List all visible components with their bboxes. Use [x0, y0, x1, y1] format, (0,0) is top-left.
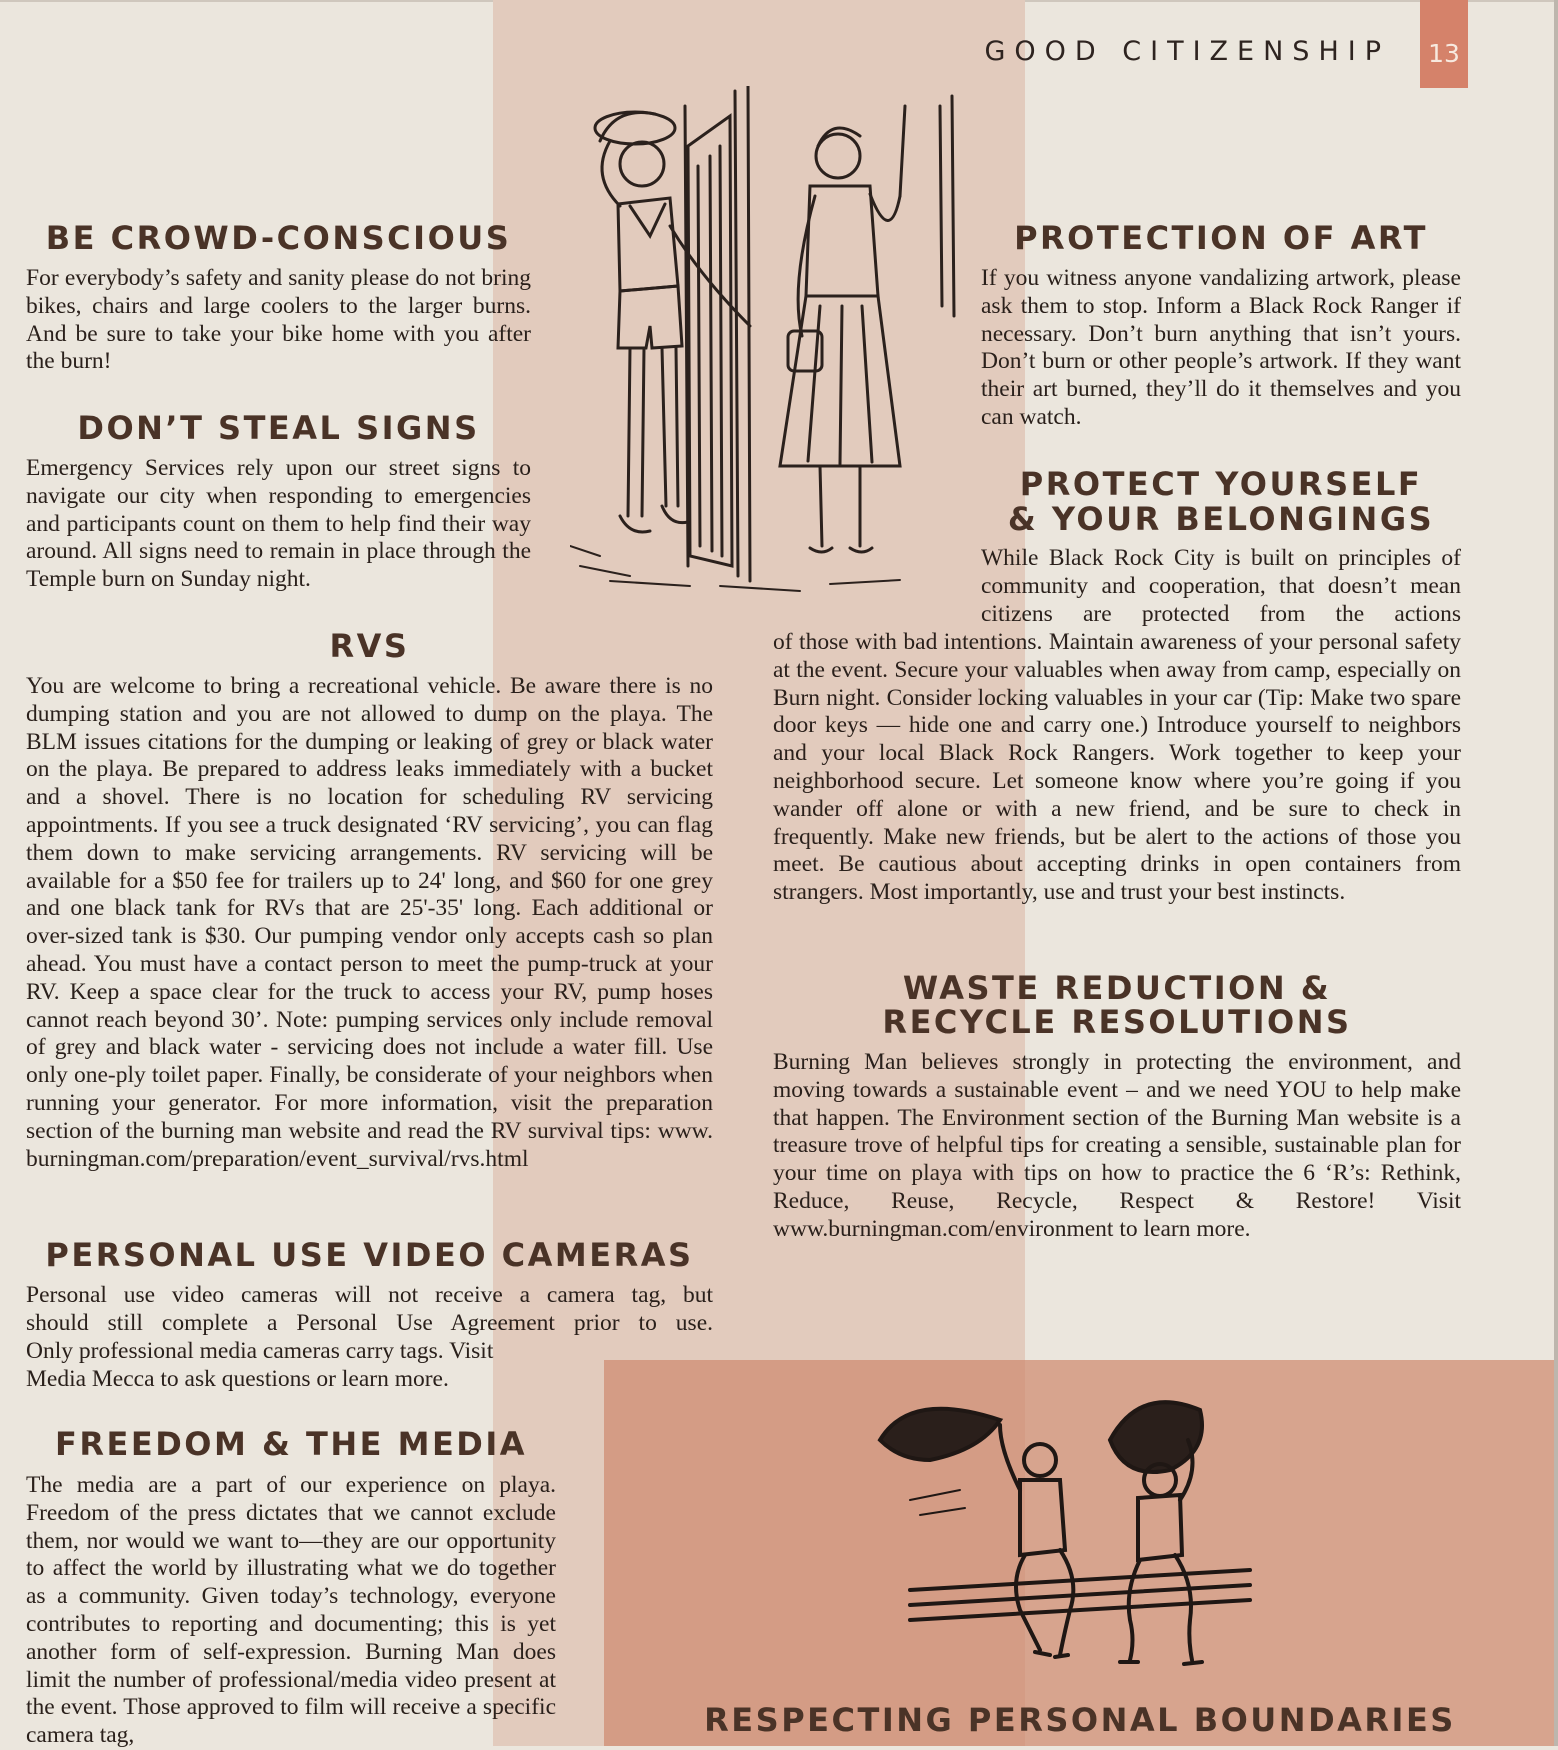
page-right-edge: [1554, 0, 1558, 1746]
heading-protection-of-art: PROTECTION OF ART: [1014, 219, 1428, 257]
pillow-fight-illustration: [870, 1380, 1290, 1680]
heading-dont-steal-signs: DON’T STEAL SIGNS: [77, 409, 480, 447]
heading-respecting-personal-boundaries: RESPECTING PERSONAL BOUNDARIES: [704, 1701, 1456, 1739]
body-protection-of-art: If you witness anyone vandalizing artwork, please ask them to stop. Inform a Black Rock Ranger if necessary. Don’t burn anything that isn’t yours. Don’t burn or other people’s artwork. If they want their art burned, they’ll do it themselves and you can watch.: [981, 265, 1461, 430]
body-waste-reduction: Burning Man believes strongly in protecting the environment, and moving towards a sustainable event – and we need YOU to help make that happen. The Environment section of the Burning Man website is a treasure trove of helpful tips for creating a sensible, sustainable plan for your time on playa with tips on how to practice the 6 ‘R’s: Rethink, Reduce, Reuse, Recycle, Respect & Restore! Visit www.burningman.com/environment to learn more.: [773, 1049, 1461, 1242]
heading-freedom-and-the-media: FREEDOM & THE MEDIA: [54, 1425, 528, 1463]
body-video-tail: Only professional media cameras carry tags. Visit Media Mecca to ask questions or learn more.: [26, 1338, 494, 1392]
body-video-line-1: Personal use video cameras will not receive a camera tag, but: [26, 1282, 713, 1308]
body-dont-steal-signs: Emergency Services rely upon our street signs to navigate our city when responding to emergencies and participants count on them to help find their way around. All signs need to remain in place through the Temple burn on Sunday night.: [26, 455, 531, 593]
body-freedom-and-the-media: The media are a part of our experience on playa. Freedom of the press dictates that we cannot exclude them, nor would we want to—they are our opportunity to affect the world by illustrating what we do together as a community. Given today’s technology, everyone contributes to reporting and documenting; this is yet another form of self-expression. Burning Man does limit the number of professional/media video present at the event. Those approved to film will receive a specific camera tag,: [26, 1472, 556, 1749]
body-protect-yourself-intro: While Black Rock City is built on principles of community and cooperation, that doesn’t mean citizens are protected from the actions: [981, 545, 1461, 627]
heading-be-crowd-conscious: BE CROWD-CONSCIOUS: [45, 219, 512, 257]
body-video-line-2: should still complete a Personal Use Agreement prior to use.: [26, 1310, 713, 1336]
body-be-crowd-conscious: For everybody’s safety and sanity please do not bring bikes, chairs and large coolers to the larger burns. And be sure to take your bike home with you after the burn!: [26, 265, 531, 375]
heading-rvs: RVS: [329, 627, 410, 665]
heading-waste-reduction-line-2: RECYCLE RESOLUTIONS: [882, 1003, 1352, 1041]
heading-waste-reduction-line-1: WASTE REDUCTION &: [902, 969, 1332, 1007]
scout-at-door-illustration: [570, 86, 970, 596]
heading-personal-use-video-cameras: PERSONAL USE VIDEO CAMERAS: [45, 1236, 694, 1274]
body-protect-yourself-main: of those with bad intentions. Maintain awareness of your personal safety at the event. Secure your valuables when away from camp, especially on Burn night. Consider locking valuables in your car (Tip: Make two spare door keys — hide one and carry one.) Introduce yourself to neighbors and your local Black Rock Rangers. Work together to keep your neighborhood secure. Let someone know where you’re going if you wander off alone or with a new friend, and be sure to check in frequently. Make new friends, but be alert to the actions of those you meet. Be cautious about accepting drinks in open containers from strangers. Most importantly, use and trust your best instincts.: [773, 629, 1461, 906]
heading-protect-yourself-line-1: PROTECT YOURSELF: [1019, 465, 1423, 503]
heading-protect-yourself-line-2: & YOUR BELONGINGS: [1007, 500, 1435, 538]
page-number-tab: 13: [1420, 0, 1468, 88]
body-rvs: You are welcome to bring a recreational vehicle. Be aware there is no dumping station and you are not allowed to dump on the playa. The BLM issues citations for the dumping or leaking of grey or black water on the playa. Be prepared to address leaks immediately with a bucket and a shovel. There is no location for scheduling RV servicing appointments. If you see a truck designated ‘RV servicing’, you can flag them down to make servicing arrangements. RV servicing will be available for a $50 fee for trailers up to 24' long, and $60 for one grey and one black tank for RVs that are 25'-35' long. Each additional or over-sized tank is $30. Our pumping vendor only accepts cash so plan ahead. You must have a contact person to meet the pump-truck at your RV. Keep a space clear for the truck to access your RV, pump hoses cannot reach beyond 30’. Note: pumping services only include removal of grey and black water - servicing does not include a water fill. Use only one-ply toilet paper. Finally, be considerate of your neighbors when running your generator. For more information, visit the preparation section of the burning man website and read the RV survival tips: www. burningman.com/preparation/event_survival/rvs.html: [26, 673, 713, 1172]
running-head: GOOD CITIZENSHIP: [984, 36, 1390, 67]
